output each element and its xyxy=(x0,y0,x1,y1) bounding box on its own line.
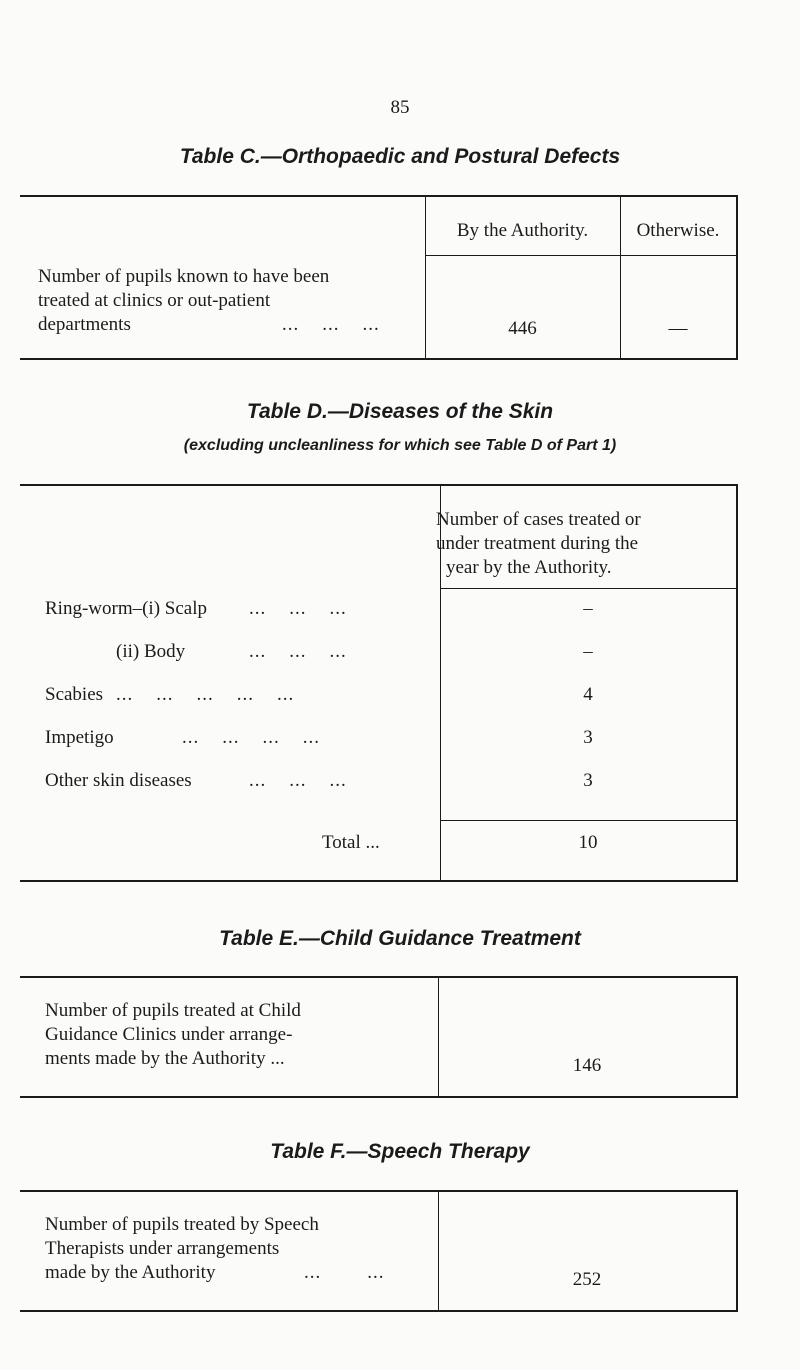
table-d-row-dots: ... ... ... ... xyxy=(182,727,320,748)
table-d-header-line-1: Number of cases treated or xyxy=(436,509,641,530)
table-c-header-rule xyxy=(425,255,738,256)
table-d-header-line-3: year by the Authority. xyxy=(446,557,612,578)
table-f-value: 252 xyxy=(572,1269,602,1290)
table-d-row-dots: ... ... ... xyxy=(249,598,347,619)
table-d xyxy=(20,484,738,882)
table-e-label-line-2: Guidance Clinics under arrange- xyxy=(45,1024,293,1045)
table-d-row-dots: ... ... ... xyxy=(249,641,347,662)
table-c-right-border xyxy=(736,197,738,358)
table-c xyxy=(20,195,738,360)
page-number: 85 xyxy=(390,97,410,118)
table-e-label-line-1: Number of pupils treated at Child xyxy=(45,1000,301,1021)
table-f-label-line-1: Number of pupils treated by Speech xyxy=(45,1214,319,1235)
table-d-row-label: Ring-worm–(i) Scalp xyxy=(45,598,208,619)
table-d-total-rule xyxy=(440,820,738,821)
table-d-header-rule xyxy=(440,588,738,589)
table-c-row-label-line-2: treated at clinics or out-patient xyxy=(38,290,271,311)
table-d-row-value: 3 xyxy=(583,770,593,791)
table-f-label-line-2: Therapists under arrangements xyxy=(45,1238,280,1259)
table-c-col-otherwise: Otherwise. xyxy=(636,220,720,241)
table-d-row-value: 4 xyxy=(583,684,593,705)
table-f xyxy=(20,1190,738,1312)
table-d-row-label: Other skin diseases xyxy=(45,770,192,791)
table-f-divider xyxy=(438,1192,439,1310)
table-d-row-label: Scabies xyxy=(45,684,104,705)
table-e-label-line-3: ments made by the Authority ... xyxy=(45,1048,285,1069)
table-e xyxy=(20,976,738,1098)
table-c-row-label-line-1: Number of pupils known to have been xyxy=(38,266,330,287)
table-d-row-value: – xyxy=(583,598,593,619)
table-c-title: Table C.—Orthopaedic and Postural Defects xyxy=(179,145,621,168)
table-c-row-label-dots: ... ... ... xyxy=(282,314,380,335)
table-d-subtitle: (excluding uncleanliness for which see Table D of Part 1) xyxy=(183,437,617,454)
table-d-total-label: Total ... xyxy=(322,832,380,853)
table-c-col-authority: By the Authority. xyxy=(456,220,589,241)
table-f-right-border xyxy=(736,1192,738,1310)
table-d-row-value: – xyxy=(583,641,593,662)
table-e-divider xyxy=(438,978,439,1096)
table-f-title: Table F.—Speech Therapy xyxy=(270,1140,530,1163)
table-e-value: 146 xyxy=(572,1055,602,1076)
table-d-row-value: 3 xyxy=(583,727,593,748)
table-e-right-border xyxy=(736,978,738,1096)
table-e-title: Table E.—Child Guidance Treatment xyxy=(219,927,581,950)
table-d-title: Table D.—Diseases of the Skin xyxy=(246,400,554,423)
table-f-label-dots: ... ... xyxy=(304,1262,385,1283)
table-d-row-label: (ii) Body xyxy=(116,641,186,662)
table-d-row-label: Impetigo xyxy=(45,727,114,748)
table-c-authority-value: 446 xyxy=(508,318,537,339)
table-d-row-dots: ... ... ... xyxy=(249,770,347,791)
table-d-header-line-2: under treatment during the xyxy=(436,533,639,554)
table-d-total-value: 10 xyxy=(578,832,598,853)
table-d-row-dots: ... ... ... ... ... xyxy=(116,684,295,705)
table-f-label-line-3: made by the Authority xyxy=(45,1262,216,1283)
table-c-otherwise-value: — xyxy=(668,318,688,339)
table-c-row-label-line-3: departments xyxy=(38,314,131,335)
